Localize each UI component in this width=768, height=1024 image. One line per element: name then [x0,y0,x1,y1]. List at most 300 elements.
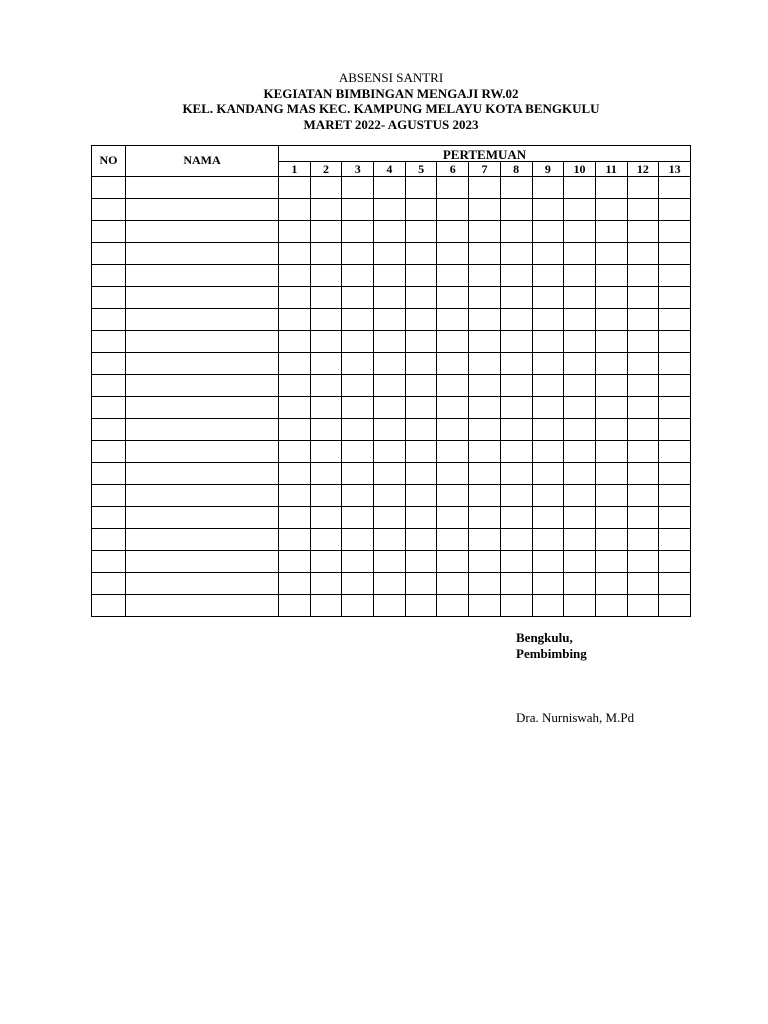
attendance-cell [437,375,469,397]
attendance-cell [374,199,406,221]
attendance-cell [595,331,627,353]
table-row [92,573,691,595]
nama-cell [126,375,279,397]
attendance-cell [500,221,532,243]
signature-name: Dra. Nurniswah, M.Pd [516,710,635,725]
attendance-cell [437,485,469,507]
attendance-cell [469,551,501,573]
table-row [92,551,691,573]
attendance-cell [532,309,564,331]
no-cell [92,177,126,199]
attendance-cell [595,463,627,485]
title-line-2: KEGIATAN BIMBINGAN MENGAJI RW.02 [263,85,519,101]
attendance-cell [342,573,374,595]
attendance-cell [659,441,691,463]
table-row [92,397,691,419]
attendance-cell [564,199,596,221]
attendance-cell [310,353,342,375]
no-cell [92,309,126,331]
attendance-cell [437,221,469,243]
attendance-cell [342,177,374,199]
attendance-cell [659,573,691,595]
attendance-cell [564,529,596,551]
nama-cell [126,243,279,265]
attendance-cell [532,199,564,221]
attendance-cell [564,441,596,463]
meeting-number-12: 12 [627,162,659,177]
attendance-cell [437,419,469,441]
meeting-number-11: 11 [595,162,627,177]
nama-cell [126,595,279,617]
attendance-cell [500,441,532,463]
attendance-cell [374,221,406,243]
attendance-cell [437,309,469,331]
attendance-cell [342,507,374,529]
attendance-cell [437,177,469,199]
attendance-cell [279,551,311,573]
attendance-cell [279,199,311,221]
attendance-cell [627,353,659,375]
attendance-cell [500,419,532,441]
table-row [92,463,691,485]
table-row [92,177,691,199]
attendance-cell [469,221,501,243]
meeting-number-5: 5 [405,162,437,177]
table-row [92,419,691,441]
title-line-3: KEL. KANDANG MAS KEC. KAMPUNG MELAYU KOTA BENGKULU [182,101,600,116]
attendance-cell [500,265,532,287]
attendance-cell [500,353,532,375]
attendance-cell [437,331,469,353]
table-row [92,353,691,375]
attendance-cell [532,331,564,353]
table-row [92,265,691,287]
attendance-cell [469,331,501,353]
attendance-cell [500,507,532,529]
attendance-cell [342,441,374,463]
attendance-cell [279,419,311,441]
signature-place: Bengkulu, [516,630,573,645]
attendance-cell [532,573,564,595]
attendance-cell [342,221,374,243]
no-cell [92,529,126,551]
attendance-cell [405,265,437,287]
table-row [92,287,691,309]
attendance-cell [627,463,659,485]
signature-role: Pembimbing [516,646,587,661]
attendance-cell [342,199,374,221]
attendance-cell [469,463,501,485]
nama-cell [126,177,279,199]
attendance-cell [437,265,469,287]
attendance-cell [469,199,501,221]
nama-cell [126,507,279,529]
nama-cell [126,353,279,375]
attendance-cell [310,375,342,397]
nama-cell [126,485,279,507]
attendance-cell [405,221,437,243]
attendance-cell [595,199,627,221]
attendance-cell [342,243,374,265]
attendance-cell [374,177,406,199]
no-cell [92,463,126,485]
no-cell [92,551,126,573]
attendance-cell [469,177,501,199]
attendance-cell [342,485,374,507]
attendance-cell [564,177,596,199]
attendance-cell [595,309,627,331]
attendance-cell [405,287,437,309]
attendance-cell [279,265,311,287]
nama-cell [126,199,279,221]
attendance-cell [437,551,469,573]
attendance-cell [469,375,501,397]
nama-cell [126,221,279,243]
table-row [92,507,691,529]
nama-cell [126,287,279,309]
attendance-cell [595,529,627,551]
meeting-number-9: 9 [532,162,564,177]
attendance-cell [659,243,691,265]
meeting-number-3: 3 [342,162,374,177]
meeting-number-10: 10 [564,162,596,177]
table-row [92,485,691,507]
attendance-cell [659,463,691,485]
no-cell [92,573,126,595]
no-cell [92,353,126,375]
nama-cell [126,265,279,287]
attendance-cell [532,463,564,485]
attendance-cell [627,397,659,419]
attendance-cell [279,507,311,529]
attendance-cell [595,265,627,287]
attendance-cell [627,573,659,595]
attendance-cell [374,529,406,551]
attendance-cell [310,397,342,419]
attendance-cell [659,265,691,287]
attendance-cell [405,529,437,551]
attendance-cell [405,441,437,463]
attendance-cell [310,419,342,441]
signature-block [516,630,587,662]
meeting-number-8: 8 [500,162,532,177]
attendance-cell [310,331,342,353]
attendance-cell [627,199,659,221]
table-row [92,199,691,221]
attendance-cell [532,397,564,419]
attendance-cell [659,375,691,397]
attendance-cell [437,441,469,463]
no-cell [92,397,126,419]
attendance-cell [374,595,406,617]
attendance-cell [532,507,564,529]
no-cell [92,419,126,441]
attendance-cell [310,265,342,287]
attendance-cell [627,485,659,507]
attendance-cell [500,243,532,265]
attendance-cell [500,485,532,507]
attendance-body [92,177,691,617]
attendance-cell [564,243,596,265]
attendance-cell [279,221,311,243]
no-cell [92,441,126,463]
no-cell [92,331,126,353]
attendance-cell [532,353,564,375]
nama-cell [126,331,279,353]
no-cell [92,221,126,243]
table-row [92,375,691,397]
attendance-cell [469,485,501,507]
attendance-cell [564,375,596,397]
attendance-cell [595,287,627,309]
attendance-cell [564,573,596,595]
attendance-cell [374,441,406,463]
attendance-cell [405,551,437,573]
attendance-cell [532,485,564,507]
attendance-cell [659,551,691,573]
attendance-cell [469,287,501,309]
attendance-cell [595,221,627,243]
attendance-cell [437,397,469,419]
attendance-cell [532,287,564,309]
attendance-cell [310,595,342,617]
attendance-cell [374,243,406,265]
attendance-cell [500,397,532,419]
attendance-cell [532,551,564,573]
attendance-cell [374,331,406,353]
attendance-cell [469,419,501,441]
table-row [92,243,691,265]
no-cell [92,485,126,507]
attendance-cell [627,419,659,441]
attendance-cell [279,463,311,485]
attendance-cell [405,419,437,441]
attendance-cell [500,595,532,617]
attendance-cell [500,551,532,573]
attendance-cell [627,221,659,243]
attendance-cell [279,331,311,353]
attendance-cell [627,265,659,287]
attendance-cell [564,265,596,287]
attendance-cell [310,309,342,331]
title-line-4: MARET 2022- AGUSTUS 2023 [303,116,479,132]
attendance-cell [500,463,532,485]
attendance-cell [659,331,691,353]
attendance-cell [310,441,342,463]
title-line-1: ABSENSI SANTRI [338,70,444,85]
attendance-cell [564,353,596,375]
attendance-cell [564,507,596,529]
attendance-cell [437,287,469,309]
attendance-cell [374,309,406,331]
attendance-cell [405,595,437,617]
attendance-cell [342,397,374,419]
attendance-cell [500,177,532,199]
attendance-cell [564,485,596,507]
attendance-cell [342,595,374,617]
attendance-cell [500,375,532,397]
attendance-cell [595,485,627,507]
no-cell [92,595,126,617]
attendance-cell [437,199,469,221]
attendance-cell [374,463,406,485]
table-row [92,331,691,353]
attendance-cell [595,595,627,617]
attendance-cell [374,287,406,309]
attendance-cell [374,551,406,573]
attendance-cell [595,375,627,397]
attendance-cell [469,573,501,595]
nama-cell [126,529,279,551]
attendance-cell [374,573,406,595]
attendance-cell [374,419,406,441]
attendance-cell [310,529,342,551]
attendance-cell [342,551,374,573]
attendance-cell [437,353,469,375]
nama-cell [126,463,279,485]
no-cell [92,265,126,287]
attendance-cell [405,177,437,199]
table-row [92,309,691,331]
attendance-cell [342,353,374,375]
attendance-cell [564,419,596,441]
no-cell [92,375,126,397]
attendance-cell [659,419,691,441]
attendance-cell [469,595,501,617]
attendance-cell [437,243,469,265]
attendance-cell [342,331,374,353]
attendance-cell [342,287,374,309]
attendance-cell [564,221,596,243]
attendance-cell [374,265,406,287]
attendance-cell [279,529,311,551]
attendance-cell [595,573,627,595]
attendance-cell [500,287,532,309]
attendance-cell [374,397,406,419]
attendance-cell [532,265,564,287]
attendance-cell [659,177,691,199]
attendance-cell [279,485,311,507]
attendance-cell [595,353,627,375]
attendance-cell [437,595,469,617]
attendance-cell [564,397,596,419]
attendance-table [91,145,691,617]
attendance-cell [532,595,564,617]
attendance-cell [405,573,437,595]
attendance-cell [469,441,501,463]
attendance-cell [500,309,532,331]
meeting-number-4: 4 [374,162,406,177]
attendance-cell [405,331,437,353]
attendance-cell [532,375,564,397]
attendance-cell [659,287,691,309]
table-row [92,221,691,243]
attendance-cell [310,243,342,265]
attendance-cell [564,309,596,331]
meeting-number-7: 7 [469,162,501,177]
attendance-cell [342,529,374,551]
attendance-cell [342,265,374,287]
attendance-cell [437,573,469,595]
attendance-cell [310,177,342,199]
attendance-cell [659,397,691,419]
attendance-cell [405,485,437,507]
attendance-cell [310,485,342,507]
attendance-cell [437,529,469,551]
table-row [92,441,691,463]
attendance-cell [279,177,311,199]
attendance-cell [659,529,691,551]
attendance-cell [342,309,374,331]
attendance-cell [374,507,406,529]
attendance-cell [595,441,627,463]
attendance-cell [405,243,437,265]
meeting-number-6: 6 [437,162,469,177]
attendance-cell [310,287,342,309]
attendance-cell [500,331,532,353]
attendance-cell [279,595,311,617]
attendance-cell [437,463,469,485]
meeting-number-1: 1 [279,162,311,177]
attendance-cell [279,309,311,331]
attendance-cell [595,507,627,529]
attendance-cell [374,485,406,507]
attendance-cell [595,243,627,265]
attendance-cell [374,353,406,375]
attendance-cell [374,375,406,397]
attendance-cell [532,529,564,551]
attendance-cell [500,573,532,595]
attendance-cell [310,463,342,485]
attendance-cell [469,265,501,287]
attendance-cell [405,199,437,221]
attendance-cell [532,177,564,199]
attendance-cell [279,243,311,265]
attendance-cell [279,441,311,463]
attendance-cell [627,287,659,309]
attendance-cell [405,397,437,419]
attendance-cell [659,595,691,617]
header-pertemuan: PERTEMUAN [279,146,691,162]
attendance-cell [469,507,501,529]
attendance-cell [279,353,311,375]
attendance-cell [659,353,691,375]
attendance-cell [659,221,691,243]
no-cell [92,287,126,309]
attendance-cell [595,419,627,441]
attendance-cell [627,375,659,397]
attendance-cell [595,397,627,419]
attendance-cell [437,507,469,529]
table-row [92,529,691,551]
nama-cell [126,419,279,441]
attendance-cell [564,463,596,485]
attendance-cell [500,529,532,551]
attendance-cell [279,375,311,397]
attendance-cell [595,551,627,573]
attendance-cell [532,441,564,463]
attendance-cell [532,243,564,265]
attendance-cell [405,375,437,397]
attendance-cell [627,309,659,331]
attendance-cell [659,199,691,221]
attendance-cell [627,441,659,463]
nama-cell [126,309,279,331]
nama-cell [126,441,279,463]
attendance-cell [310,573,342,595]
nama-cell [126,551,279,573]
attendance-cell [405,353,437,375]
